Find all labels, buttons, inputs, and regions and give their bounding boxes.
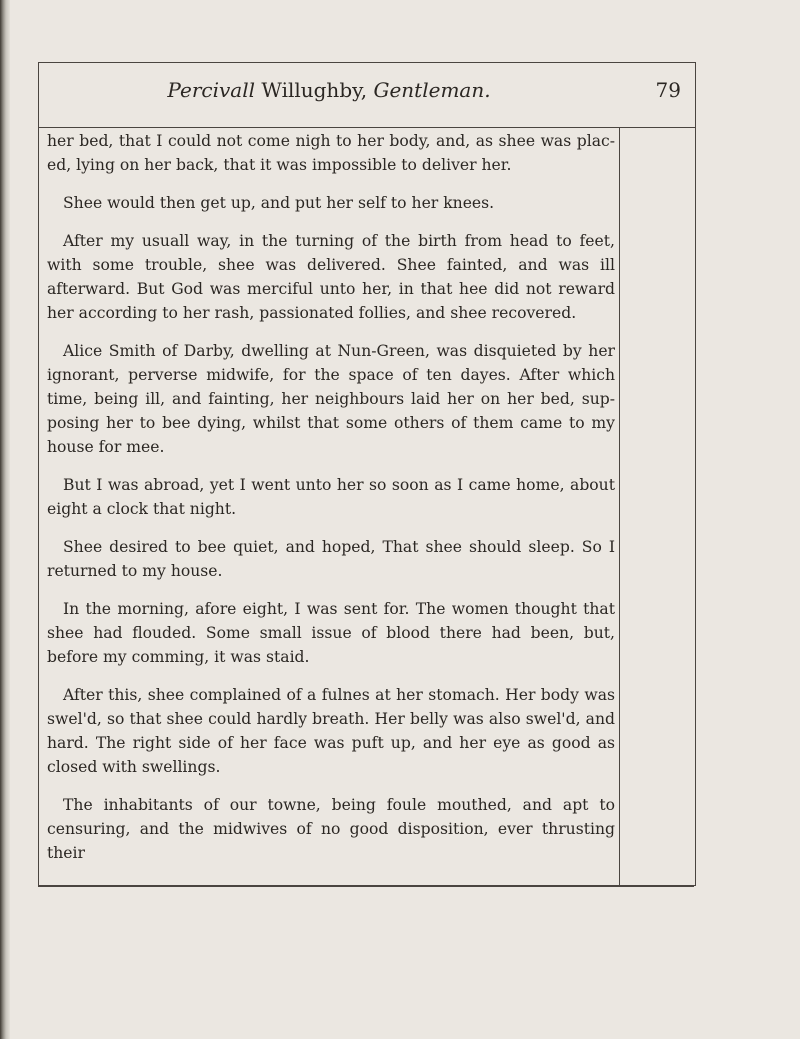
paragraph-5: But I was abroad, yet I went unto her so soon as I came home, about eight a clock that night. (47, 476, 615, 518)
header-title-rank: Gentleman. (373, 78, 491, 102)
running-header (39, 63, 695, 128)
paragraph-4: Alice Smith of Darby, dwelling at Nun-Green, was disquieted by her ignorant, perverse midwife, for the space of ten dayes. After which time, being ill, and fainting, her neighbours laid her on her bed, sup-posing her to bee dying, whilst that some others of them came to my house for mee. (47, 342, 615, 456)
page-frame (38, 62, 696, 886)
paragraph-1: her bed, that I could not come nigh to her body, and, as shee was plac-ed, lying on her back, that it was impossible to deliver her. (47, 132, 615, 174)
paragraph-8: After this, shee complained of a fulnes at her stomach. Her body was swel'd, so that shee could hardly breath. Her belly was also swel'd, and hard. The right side of her face was puft up, and her eye as good as closed with swellings. (47, 686, 615, 776)
paragraph-7: In the morning, afore eight, I was sent for. The women thought that shee had flouded. Some small issue of blood there had been, but, before my comming, it was staid. (47, 600, 615, 666)
header-title (39, 77, 619, 103)
paragraph-6: Shee desired to bee quiet, and hoped, That shee should sleep. So I returned to my house. (47, 538, 615, 580)
page-bottom-rule (38, 885, 694, 887)
margin-column-divider (619, 127, 620, 885)
paragraph-9: The inhabitants of our towne, being foule mouthed, and apt to censuring, and the midwives of no good disposition, ever thrusting their (47, 796, 615, 862)
header-title-author: Percivall (167, 78, 255, 102)
paragraph-2: Shee would then get up, and put her self to her knees. (63, 194, 495, 212)
paragraph-3: After my usuall way, in the turning of the birth from head to feet, with some trouble, shee was delivered. Shee fainted, and was ill afterward. But God was merciful unto her, in that hee did not reward her according to her rash, passionated follies, and shee recovered. (47, 232, 615, 322)
body-text (39, 129, 615, 879)
page-number: 79 (655, 78, 681, 102)
header-title-surname: Willughby, (255, 78, 374, 102)
binding-edge (0, 0, 10, 1039)
